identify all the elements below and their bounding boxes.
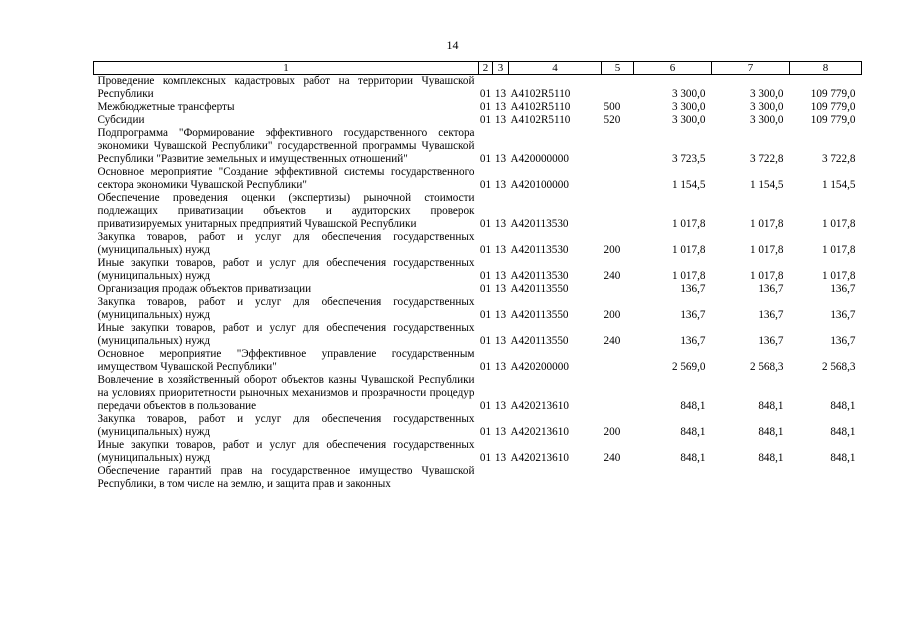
- amount-cell: 1 017,8: [821, 270, 856, 282]
- amount-cell: 848,1: [758, 452, 784, 464]
- target-article-cell: А420213610: [510, 400, 569, 412]
- column-header: 2: [479, 62, 493, 75]
- amount-cell: 848,1: [830, 400, 856, 412]
- subsection-cell: 13: [494, 101, 507, 113]
- section-cell: 01: [479, 114, 492, 126]
- row-name-cell: Организация продаж объектов приватизации: [97, 283, 312, 295]
- section-cell: 01: [479, 309, 492, 321]
- table-row: [94, 127, 862, 166]
- column-header: 7: [712, 62, 790, 75]
- table-row: [94, 283, 862, 296]
- amount-cell: 136,7: [758, 283, 784, 295]
- subsection-cell: 13: [494, 452, 507, 464]
- column-header: 1: [94, 62, 479, 75]
- section-cell: 01: [479, 270, 492, 282]
- row-name-cell: Основное мероприятие "Эффективное управление государственным имуществом Чувашской Республики": [97, 348, 475, 373]
- amount-cell: 1 154,5: [821, 179, 856, 191]
- target-article-cell: А420213610: [510, 426, 569, 438]
- amount-cell: 1 017,8: [749, 270, 784, 282]
- row-name-cell: Иные закупки товаров, работ и услуг для обеспечения государственных (муниципальных) нужд: [97, 439, 475, 464]
- table-row: [94, 439, 862, 465]
- amount-cell: 136,7: [758, 309, 784, 321]
- section-cell: 01: [479, 400, 492, 412]
- amount-cell: [712, 465, 790, 491]
- amount-cell: 2 569,0: [671, 361, 706, 373]
- amount-cell: 1 017,8: [821, 244, 856, 256]
- table-row: [94, 296, 862, 322]
- target-article-cell: А420200000: [510, 361, 569, 373]
- amount-cell: 3 300,0: [749, 101, 784, 113]
- target-article-cell: А420000000: [510, 153, 569, 165]
- expense-type-cell: [602, 75, 634, 102]
- row-name-cell: Подпрограмма "Формирование эффективного государственного сектора экономики Чувашской Республики" государственной программы Чувашской Республики "Развитие земельных и имущественных отношений": [97, 127, 475, 165]
- expense-type-cell: [602, 374, 634, 413]
- row-name-cell: Иные закупки товаров, работ и услуг для обеспечения государственных (муниципальных) нужд: [97, 257, 475, 282]
- section-cell: 01: [479, 452, 492, 464]
- amount-cell: 3 300,0: [671, 101, 706, 113]
- column-header: 4: [509, 62, 602, 75]
- target-article-cell: А420113550: [510, 283, 569, 295]
- row-name-cell: Закупка товаров, работ и услуг для обеспечения государственных (муниципальных) нужд: [97, 413, 475, 438]
- column-header: 8: [790, 62, 862, 75]
- amount-cell: 1 017,8: [749, 218, 784, 230]
- table-row: [94, 322, 862, 348]
- expense-type-cell: 200: [603, 244, 621, 256]
- table-row: [94, 192, 862, 231]
- amount-cell: 848,1: [830, 426, 856, 438]
- subsection-cell: 13: [494, 283, 507, 295]
- amount-cell: 1 017,8: [671, 244, 706, 256]
- target-article-cell: А4102R5110: [510, 101, 571, 113]
- amount-cell: 136,7: [758, 335, 784, 347]
- target-article-cell: А420213610: [510, 452, 569, 464]
- amount-cell: 136,7: [680, 283, 706, 295]
- column-header: 5: [602, 62, 634, 75]
- amount-cell: 848,1: [758, 426, 784, 438]
- row-name-cell: Обеспечение гарантий прав на государственное имущество Чувашской Республики, в том числе на землю, и защита прав и законных: [97, 465, 475, 490]
- amount-cell: 3 722,8: [821, 153, 856, 165]
- row-name-cell: Закупка товаров, работ и услуг для обеспечения государственных (муниципальных) нужд: [97, 296, 475, 321]
- target-article-cell: А4102R5110: [510, 88, 571, 100]
- page-number: 14: [446, 38, 459, 52]
- amount-cell: 3 300,0: [749, 114, 784, 126]
- amount-cell: 2 568,3: [821, 361, 856, 373]
- table-row: [94, 231, 862, 257]
- section-cell: 01: [479, 283, 492, 295]
- amount-cell: 848,1: [680, 400, 706, 412]
- amount-cell: 109 779,0: [810, 114, 856, 126]
- table-row: [94, 101, 862, 114]
- budget-table: [93, 61, 862, 491]
- subsection-cell: [493, 465, 509, 491]
- row-name-cell: Межбюджетные трансферты: [97, 101, 235, 113]
- amount-cell: 1 017,8: [749, 244, 784, 256]
- table-row: [94, 348, 862, 374]
- amount-cell: [634, 465, 712, 491]
- section-cell: 01: [479, 153, 492, 165]
- table-row: [94, 413, 862, 439]
- amount-cell: [790, 465, 862, 491]
- header-row: [94, 62, 862, 75]
- amount-cell: 3 300,0: [749, 88, 784, 100]
- expense-type-cell: 200: [603, 426, 621, 438]
- amount-cell: 3 300,0: [671, 88, 706, 100]
- target-article-cell: А4102R5110: [510, 114, 571, 126]
- expense-type-cell: 240: [603, 270, 621, 282]
- target-article-cell: А420113530: [510, 244, 569, 256]
- amount-cell: 109 779,0: [810, 101, 856, 113]
- expense-type-cell: 520: [603, 114, 621, 126]
- subsection-cell: 13: [494, 400, 507, 412]
- amount-cell: 848,1: [680, 452, 706, 464]
- amount-cell: 136,7: [830, 309, 856, 321]
- subsection-cell: 13: [494, 361, 507, 373]
- amount-cell: 848,1: [680, 426, 706, 438]
- amount-cell: 3 722,8: [749, 153, 784, 165]
- amount-cell: 1 017,8: [821, 218, 856, 230]
- row-name-cell: Иные закупки товаров, работ и услуг для обеспечения государственных (муниципальных) нужд: [97, 322, 475, 347]
- section-cell: 01: [479, 179, 492, 191]
- section-cell: [479, 465, 493, 491]
- expense-type-cell: 240: [603, 335, 621, 347]
- subsection-cell: 13: [494, 179, 507, 191]
- table-row: [94, 257, 862, 283]
- amount-cell: 848,1: [830, 452, 856, 464]
- target-article-cell: [509, 465, 602, 491]
- target-article-cell: А420113530: [510, 218, 569, 230]
- expense-type-cell: 500: [603, 101, 621, 113]
- expense-type-cell: [602, 465, 634, 491]
- section-cell: 01: [479, 335, 492, 347]
- table-row: [94, 465, 862, 491]
- subsection-cell: 13: [494, 270, 507, 282]
- amount-cell: 136,7: [680, 309, 706, 321]
- expense-type-cell: [602, 127, 634, 166]
- target-article-cell: А420113550: [510, 309, 569, 321]
- amount-cell: 2 568,3: [749, 361, 784, 373]
- table-body: [94, 75, 862, 492]
- amount-cell: 109 779,0: [810, 88, 856, 100]
- target-article-cell: А420113550: [510, 335, 569, 347]
- expense-type-cell: [602, 348, 634, 374]
- row-name-cell: Обеспечение проведения оценки (экспертизы) рыночной стоимости подлежащих приватизации объектов и аудиторских проверок приватизируемых унитарных предприятий Чувашской Республики: [97, 192, 475, 230]
- subsection-cell: 13: [494, 309, 507, 321]
- expense-type-cell: [602, 192, 634, 231]
- subsection-cell: 13: [494, 335, 507, 347]
- row-name-cell: Закупка товаров, работ и услуг для обеспечения государственных (муниципальных) нужд: [97, 231, 475, 256]
- amount-cell: 848,1: [758, 400, 784, 412]
- amount-cell: 136,7: [830, 335, 856, 347]
- amount-cell: 1 154,5: [749, 179, 784, 191]
- subsection-cell: 13: [494, 153, 507, 165]
- section-cell: 01: [479, 361, 492, 373]
- subsection-cell: 13: [494, 426, 507, 438]
- table-row: [94, 166, 862, 192]
- expense-type-cell: [602, 166, 634, 192]
- amount-cell: 136,7: [680, 335, 706, 347]
- section-cell: 01: [479, 218, 492, 230]
- subsection-cell: 13: [494, 244, 507, 256]
- amount-cell: 1 154,5: [671, 179, 706, 191]
- section-cell: 01: [479, 426, 492, 438]
- section-cell: 01: [479, 101, 492, 113]
- row-name-cell: Проведение комплексных кадастровых работ на территории Чувашской Республики: [97, 75, 475, 100]
- table-row: [94, 75, 862, 102]
- row-name-cell: Субсидии: [97, 114, 145, 126]
- section-cell: 01: [479, 244, 492, 256]
- subsection-cell: 13: [494, 114, 507, 126]
- amount-cell: 3 300,0: [671, 114, 706, 126]
- target-article-cell: А420113530: [510, 270, 569, 282]
- row-name-cell: Вовлечение в хозяйственный оборот объектов казны Чувашской Республики на условиях приоритетности рыночных механизмов и прозрачности процедур передачи объектов в пользование: [97, 374, 475, 412]
- expense-type-cell: 240: [603, 452, 621, 464]
- column-header: 6: [634, 62, 712, 75]
- section-cell: 01: [479, 88, 492, 100]
- target-article-cell: А420100000: [510, 179, 569, 191]
- amount-cell: 1 017,8: [671, 218, 706, 230]
- amount-cell: 1 017,8: [671, 270, 706, 282]
- row-name-cell: Основное мероприятие "Создание эффективной системы государственного сектора экономики Чувашской Республики": [97, 166, 475, 191]
- column-header: 3: [493, 62, 509, 75]
- amount-cell: 136,7: [830, 283, 856, 295]
- table-row: [94, 374, 862, 413]
- amount-cell: 3 723,5: [671, 153, 706, 165]
- expense-type-cell: [602, 283, 634, 296]
- expense-type-cell: 200: [603, 309, 621, 321]
- subsection-cell: 13: [494, 88, 507, 100]
- table-row: [94, 114, 862, 127]
- subsection-cell: 13: [494, 218, 507, 230]
